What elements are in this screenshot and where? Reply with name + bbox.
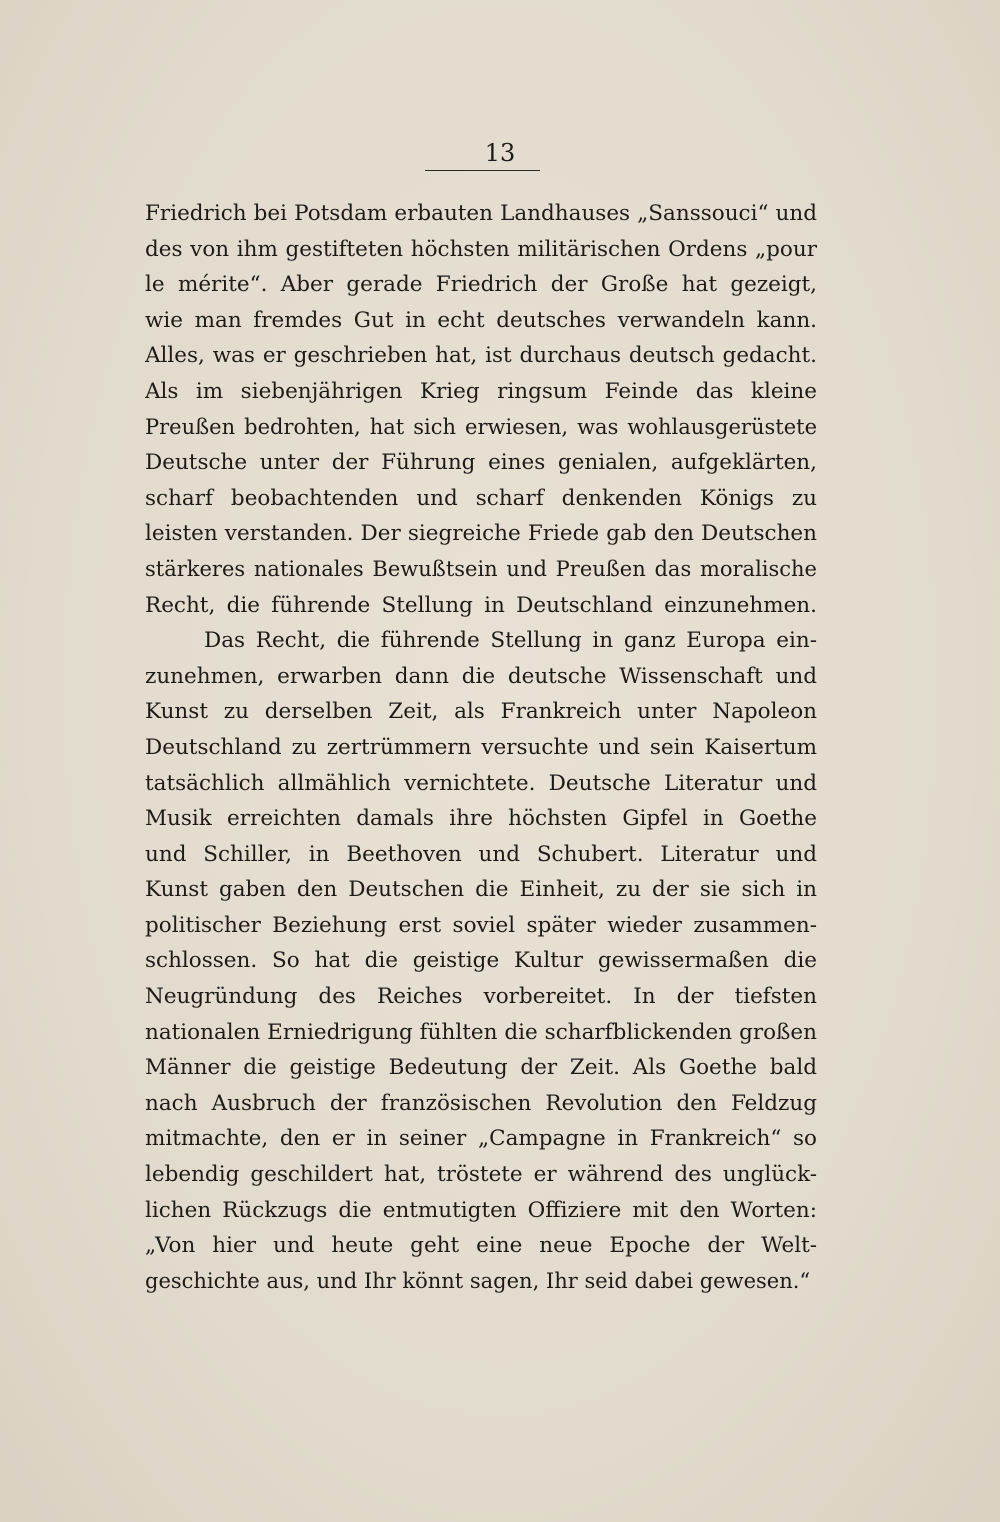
text-line: nach Ausbruch der französischen Revolution den Feldzug <box>145 1090 817 1116</box>
text-line: le mérite“. Aber gerade Friedrich der Große hat gezeigt, <box>145 272 817 298</box>
text-line: und Schiller, in Beethoven und Schubert. Literatur und <box>145 841 817 867</box>
text-line: zunehmen, erwarben dann die deutsche Wissenschaft und <box>145 663 817 689</box>
text-line: stärkeres nationales Bewußtsein und Preußen das moralische <box>145 556 817 581</box>
text-line: Alles, was er geschrieben hat, ist durchaus deutsch gedacht. <box>145 343 817 369</box>
page-number-rule <box>425 170 540 171</box>
text-line-paragraph-start: Das Recht, die führende Stellung in ganz Europa ein- <box>204 628 817 654</box>
body-text <box>145 196 817 1299</box>
text-line: lichen Rückzugs die entmutigten Offiziere mit den Worten: <box>145 1197 817 1223</box>
text-line: scharf beobachtenden und scharf denkenden Königs zu <box>145 485 817 511</box>
text-line: mitmachte, den er in seiner „Campagne in Frankreich“ so <box>145 1126 817 1152</box>
text-line: Deutschland zu zertrümmern versuchte und sein Kaisertum <box>145 734 817 760</box>
text-line: Als im siebenjährigen Krieg ringsum Feinde das kleine <box>145 378 817 404</box>
text-line: des von ihm gestifteten höchsten militärischen Ordens „pour <box>145 236 817 262</box>
text-line: „Von hier und heute geht eine neue Epoche der Welt- <box>145 1233 817 1259</box>
text-line: Recht, die führende Stellung in Deutschland einzunehmen. <box>145 592 817 618</box>
text-line: Kunst zu derselben Zeit, als Frankreich unter Napoleon <box>145 699 817 725</box>
text-line-last: geschichte aus, und Ihr könnt sagen, Ihr seid dabei gewesen.“ <box>145 1268 811 1293</box>
text-line: Preußen bedrohten, hat sich erwiesen, was wohlausgerüstete <box>145 414 817 439</box>
text-line: leisten verstanden. Der siegreiche Friede gab den Deutschen <box>145 521 817 547</box>
text-line: Musik erreichten damals ihre höchsten Gipfel in Goethe <box>145 806 817 832</box>
text-line: nationalen Erniedrigung fühlten die scharfblickenden großen <box>145 1019 817 1045</box>
text-line: Kunst gaben den Deutschen die Einheit, zu der sie sich in <box>145 877 817 903</box>
text-line: Friedrich bei Potsdam erbauten Landhauses „Sanssouci“ und <box>145 201 817 226</box>
text-line: Neugründung des Reiches vorbereitet. In der tiefsten <box>145 984 817 1010</box>
text-line: politischer Beziehung erst soviel später wieder zusammen- <box>145 912 817 938</box>
text-line: tatsächlich allmählich vernichtete. Deutsche Literatur und <box>145 770 817 796</box>
text-line: Deutsche unter der Führung eines genialen, aufgeklärten, <box>145 450 817 476</box>
page-number: 13 <box>484 139 516 167</box>
text-line: schlossen. So hat die geistige Kultur gewissermaßen die <box>145 948 817 974</box>
text-line: wie man fremdes Gut in echt deutsches verwandeln kann. <box>145 307 817 333</box>
text-line: Männer die geistige Bedeutung der Zeit. Als Goethe bald <box>145 1055 817 1081</box>
text-line: lebendig geschildert hat, tröstete er während des unglück- <box>145 1162 817 1188</box>
